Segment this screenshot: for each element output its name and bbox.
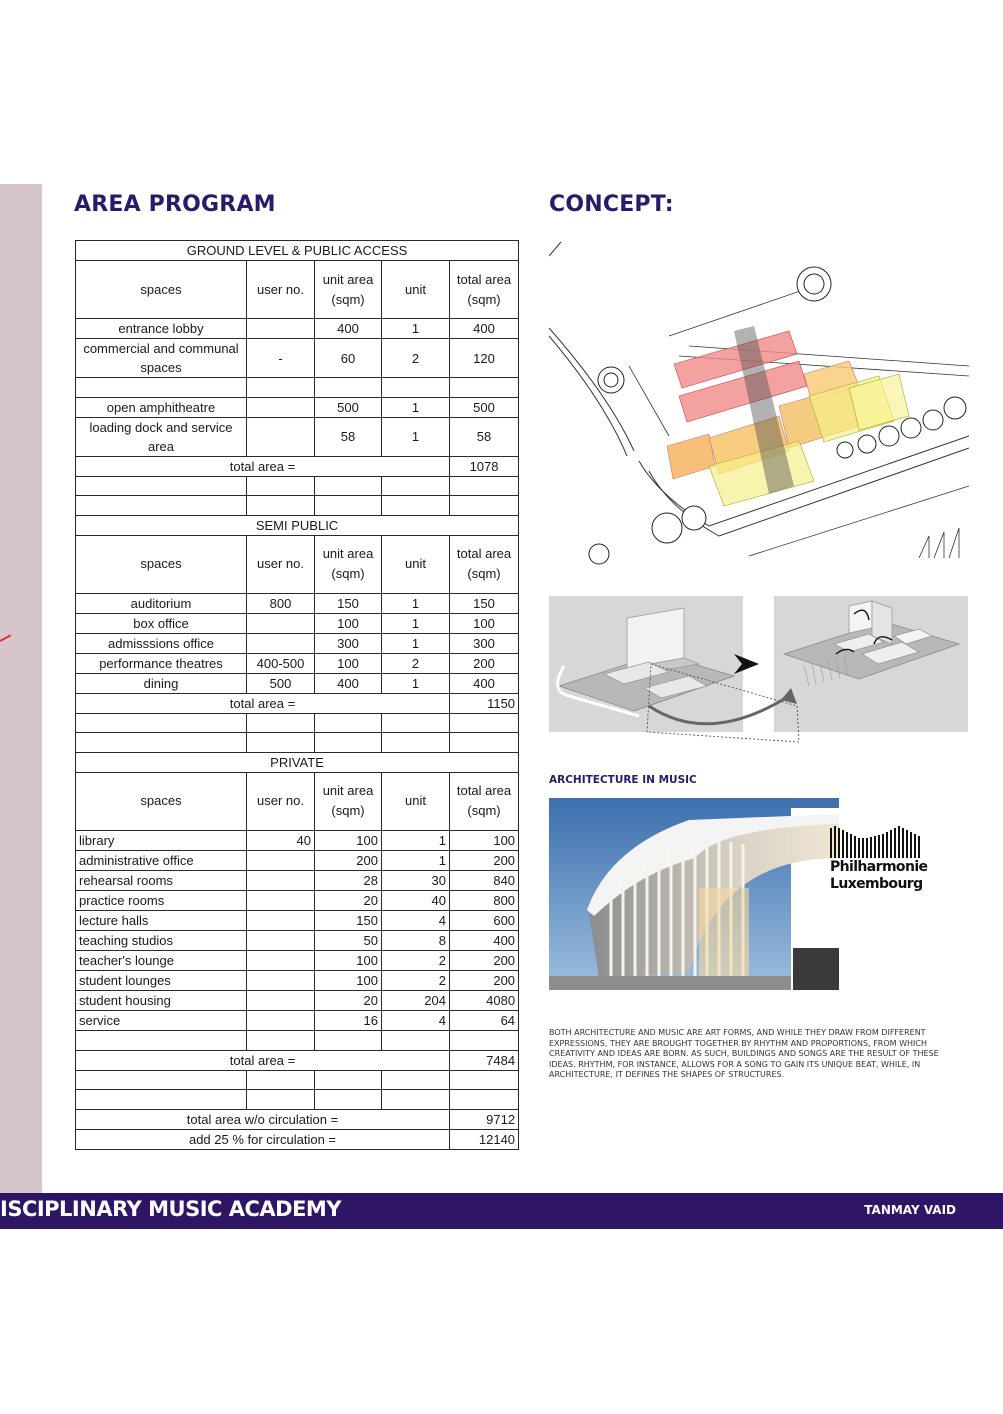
table-row xyxy=(76,850,519,870)
cell: 28 xyxy=(315,870,382,890)
cell: 20 xyxy=(315,890,382,910)
table-row xyxy=(76,339,519,378)
cell: 120 xyxy=(450,339,519,378)
col-header-unit: unit xyxy=(382,535,450,593)
cell: open amphitheatre xyxy=(76,397,247,417)
col-header-unit-area: unit area (sqm) xyxy=(315,535,382,593)
cell: dining xyxy=(76,673,247,693)
logo-bars-icon xyxy=(830,826,930,858)
cell: 20 xyxy=(315,990,382,1010)
cell: 58 xyxy=(450,417,519,456)
summary-row xyxy=(76,1129,519,1149)
cell xyxy=(247,850,315,870)
cell: 400 xyxy=(315,319,382,339)
col-header-spaces: spaces xyxy=(76,535,247,593)
cell: 2 xyxy=(382,339,450,378)
transformation-arrow xyxy=(549,596,969,746)
col-header-total-area: total area (sqm) xyxy=(450,261,519,319)
col-header-unit: unit xyxy=(382,261,450,319)
cell: 840 xyxy=(450,870,519,890)
table-row xyxy=(76,397,519,417)
footer-author: TANMAY VAID xyxy=(864,1203,956,1217)
col-header-user-no: user no. xyxy=(247,772,315,830)
cell: 4 xyxy=(382,910,450,930)
total-without-circulation-label: total area w/o circulation = xyxy=(76,1109,450,1129)
section-title-private: PRIVATE xyxy=(76,752,519,772)
cell: 500 xyxy=(450,397,519,417)
area-program-table xyxy=(75,240,519,1150)
cell: library xyxy=(76,830,247,850)
empty-row xyxy=(76,1090,519,1110)
table-row xyxy=(76,417,519,456)
empty-row xyxy=(76,1070,519,1090)
col-header-user-no: user no. xyxy=(247,261,315,319)
cell: - xyxy=(247,339,315,378)
table-row xyxy=(76,319,519,339)
cell: 200 xyxy=(450,653,519,673)
table-row xyxy=(76,613,519,633)
cell: 4 xyxy=(382,1010,450,1030)
cell: 100 xyxy=(315,830,382,850)
cell xyxy=(247,910,315,930)
table-row xyxy=(76,870,519,890)
cell xyxy=(247,870,315,890)
col-header-unit: unit xyxy=(382,772,450,830)
cell: 1 xyxy=(382,850,450,870)
empty-row xyxy=(76,378,519,398)
cell: admisssions office xyxy=(76,633,247,653)
cell: lecture halls xyxy=(76,910,247,930)
col-header-spaces: spaces xyxy=(76,261,247,319)
cell: entrance lobby xyxy=(76,319,247,339)
cell: 1 xyxy=(382,417,450,456)
total-with-circulation-label: add 25 % for circulation = xyxy=(76,1129,450,1149)
cell: 600 xyxy=(450,910,519,930)
cell: 1 xyxy=(382,633,450,653)
cell: 60 xyxy=(315,339,382,378)
col-header-unit-area: unit area (sqm) xyxy=(315,261,382,319)
cell: 400 xyxy=(450,930,519,950)
empty-row xyxy=(76,1030,519,1050)
col-header-spaces: spaces xyxy=(76,772,247,830)
col-header-user-no: user no. xyxy=(247,535,315,593)
concept-description: BOTH ARCHITECTURE AND MUSIC ARE ART FORMS, AND WHILE THEY DRAW FROM DIFFERENT EXPRESSIONS, THEY ARE BROUGHT TOGETHER BY RHYTHM AND PROPORTIONS, FROM WHICH CREATIVITY AND IDEAS ARE BORN. AS SUCH, BUILDINGS AND SONGS ARE THE RESULT OF THESE IDEAS. RHYTHM, FOR INSTANCE, ALLOWS FOR A SONG TO GAIN ITS UNIQUE BEAT, WHILE, IN ARCHITECTURE, IT DEFINES THE SHAPES OF STRUCTURES. xyxy=(549,1028,939,1079)
cell: rehearsal rooms xyxy=(76,870,247,890)
total-row xyxy=(76,693,519,713)
cell: 64 xyxy=(450,1010,519,1030)
table-row xyxy=(76,970,519,990)
table-row xyxy=(76,930,519,950)
total-row xyxy=(76,456,519,476)
col-header-total-area: total area (sqm) xyxy=(450,772,519,830)
cell: 800 xyxy=(450,890,519,910)
total-row xyxy=(76,1050,519,1070)
table-row xyxy=(76,653,519,673)
cell: loading dock and service area xyxy=(76,417,247,456)
cell xyxy=(247,417,315,456)
table-row xyxy=(76,593,519,613)
cell xyxy=(247,930,315,950)
cell: performance theatres xyxy=(76,653,247,673)
section-title-semi-public: SEMI PUBLIC xyxy=(76,515,519,535)
cell: 4080 xyxy=(450,990,519,1010)
cell: 150 xyxy=(315,910,382,930)
cell: 200 xyxy=(450,850,519,870)
philharmonie-logo xyxy=(830,826,930,892)
col-header-unit-area: unit area (sqm) xyxy=(315,772,382,830)
cell xyxy=(247,970,315,990)
empty-row xyxy=(76,476,519,496)
cell: 100 xyxy=(315,653,382,673)
total-label: total area = xyxy=(76,456,450,476)
cell: box office xyxy=(76,613,247,633)
cell xyxy=(247,613,315,633)
table-row xyxy=(76,890,519,910)
architecture-in-music-label: ARCHITECTURE IN MUSIC xyxy=(549,774,697,786)
cell: auditorium xyxy=(76,593,247,613)
col-header-total-area: total area (sqm) xyxy=(450,535,519,593)
cell: 40 xyxy=(382,890,450,910)
cell: 1 xyxy=(382,593,450,613)
footer-bar xyxy=(0,1193,1003,1229)
empty-row xyxy=(76,713,519,733)
cell xyxy=(247,890,315,910)
footer-title: ISCIPLINARY MUSIC ACADEMY xyxy=(0,1197,342,1221)
cell: 400 xyxy=(450,673,519,693)
site-plan-diagram xyxy=(549,236,969,566)
cell: 400 xyxy=(315,673,382,693)
table-row xyxy=(76,1010,519,1030)
table-row xyxy=(76,633,519,653)
cell xyxy=(247,633,315,653)
cell xyxy=(247,990,315,1010)
cell: 40 xyxy=(247,830,315,850)
cell xyxy=(247,319,315,339)
philharmonie-photo xyxy=(549,798,839,990)
cell: 200 xyxy=(450,950,519,970)
cell: 16 xyxy=(315,1010,382,1030)
section-title-ground: GROUND LEVEL & PUBLIC ACCESS xyxy=(76,241,519,261)
cell xyxy=(247,1010,315,1030)
cell: teaching studios xyxy=(76,930,247,950)
cell: 400-500 xyxy=(247,653,315,673)
cell: 100 xyxy=(450,613,519,633)
cell: 300 xyxy=(450,633,519,653)
cell: 500 xyxy=(247,673,315,693)
cell: administrative office xyxy=(76,850,247,870)
cell: 800 xyxy=(247,593,315,613)
cell: 1 xyxy=(382,830,450,850)
cell: service xyxy=(76,1010,247,1030)
cell: 204 xyxy=(382,990,450,1010)
cell: practice rooms xyxy=(76,890,247,910)
area-program-heading: AREA PROGRAM xyxy=(74,192,276,217)
logo-text-line2: Luxembourg xyxy=(830,876,923,892)
empty-row xyxy=(76,496,519,516)
cell xyxy=(247,397,315,417)
cell: 50 xyxy=(315,930,382,950)
concept-heading: CONCEPT: xyxy=(549,192,674,217)
summary-row xyxy=(76,1109,519,1129)
cell: 30 xyxy=(382,870,450,890)
cell: 1 xyxy=(382,673,450,693)
total-value: 7484 xyxy=(450,1050,519,1070)
cell: 1 xyxy=(382,397,450,417)
total-label: total area = xyxy=(76,693,450,713)
left-side-strip xyxy=(0,184,42,1194)
cell: 500 xyxy=(315,397,382,417)
cell: 100 xyxy=(450,830,519,850)
logo-text-line1: Philharmonie xyxy=(830,859,928,875)
cell: teacher's lounge xyxy=(76,950,247,970)
cell: student lounges xyxy=(76,970,247,990)
cell: 100 xyxy=(315,970,382,990)
cell: student housing xyxy=(76,990,247,1010)
cell: 8 xyxy=(382,930,450,950)
cell: 150 xyxy=(450,593,519,613)
cell: 2 xyxy=(382,950,450,970)
empty-row xyxy=(76,733,519,753)
total-value: 1150 xyxy=(450,693,519,713)
cell: 1 xyxy=(382,319,450,339)
cell: commercial and communal spaces xyxy=(76,339,247,378)
cell: 200 xyxy=(450,970,519,990)
table-row xyxy=(76,910,519,930)
cell: 58 xyxy=(315,417,382,456)
total-label: total area = xyxy=(76,1050,450,1070)
cell: 100 xyxy=(315,950,382,970)
total-value: 1078 xyxy=(450,456,519,476)
table-row xyxy=(76,673,519,693)
cell: 200 xyxy=(315,850,382,870)
table-row xyxy=(76,950,519,970)
table-row xyxy=(76,990,519,1010)
total-with-circulation-value: 12140 xyxy=(450,1129,519,1149)
table-row xyxy=(76,830,519,850)
cell xyxy=(247,950,315,970)
total-without-circulation-value: 9712 xyxy=(450,1109,519,1129)
cell: 100 xyxy=(315,613,382,633)
cell: 300 xyxy=(315,633,382,653)
cell: 2 xyxy=(382,653,450,673)
cell: 400 xyxy=(450,319,519,339)
cell: 150 xyxy=(315,593,382,613)
cell: 1 xyxy=(382,613,450,633)
cell: 2 xyxy=(382,970,450,990)
